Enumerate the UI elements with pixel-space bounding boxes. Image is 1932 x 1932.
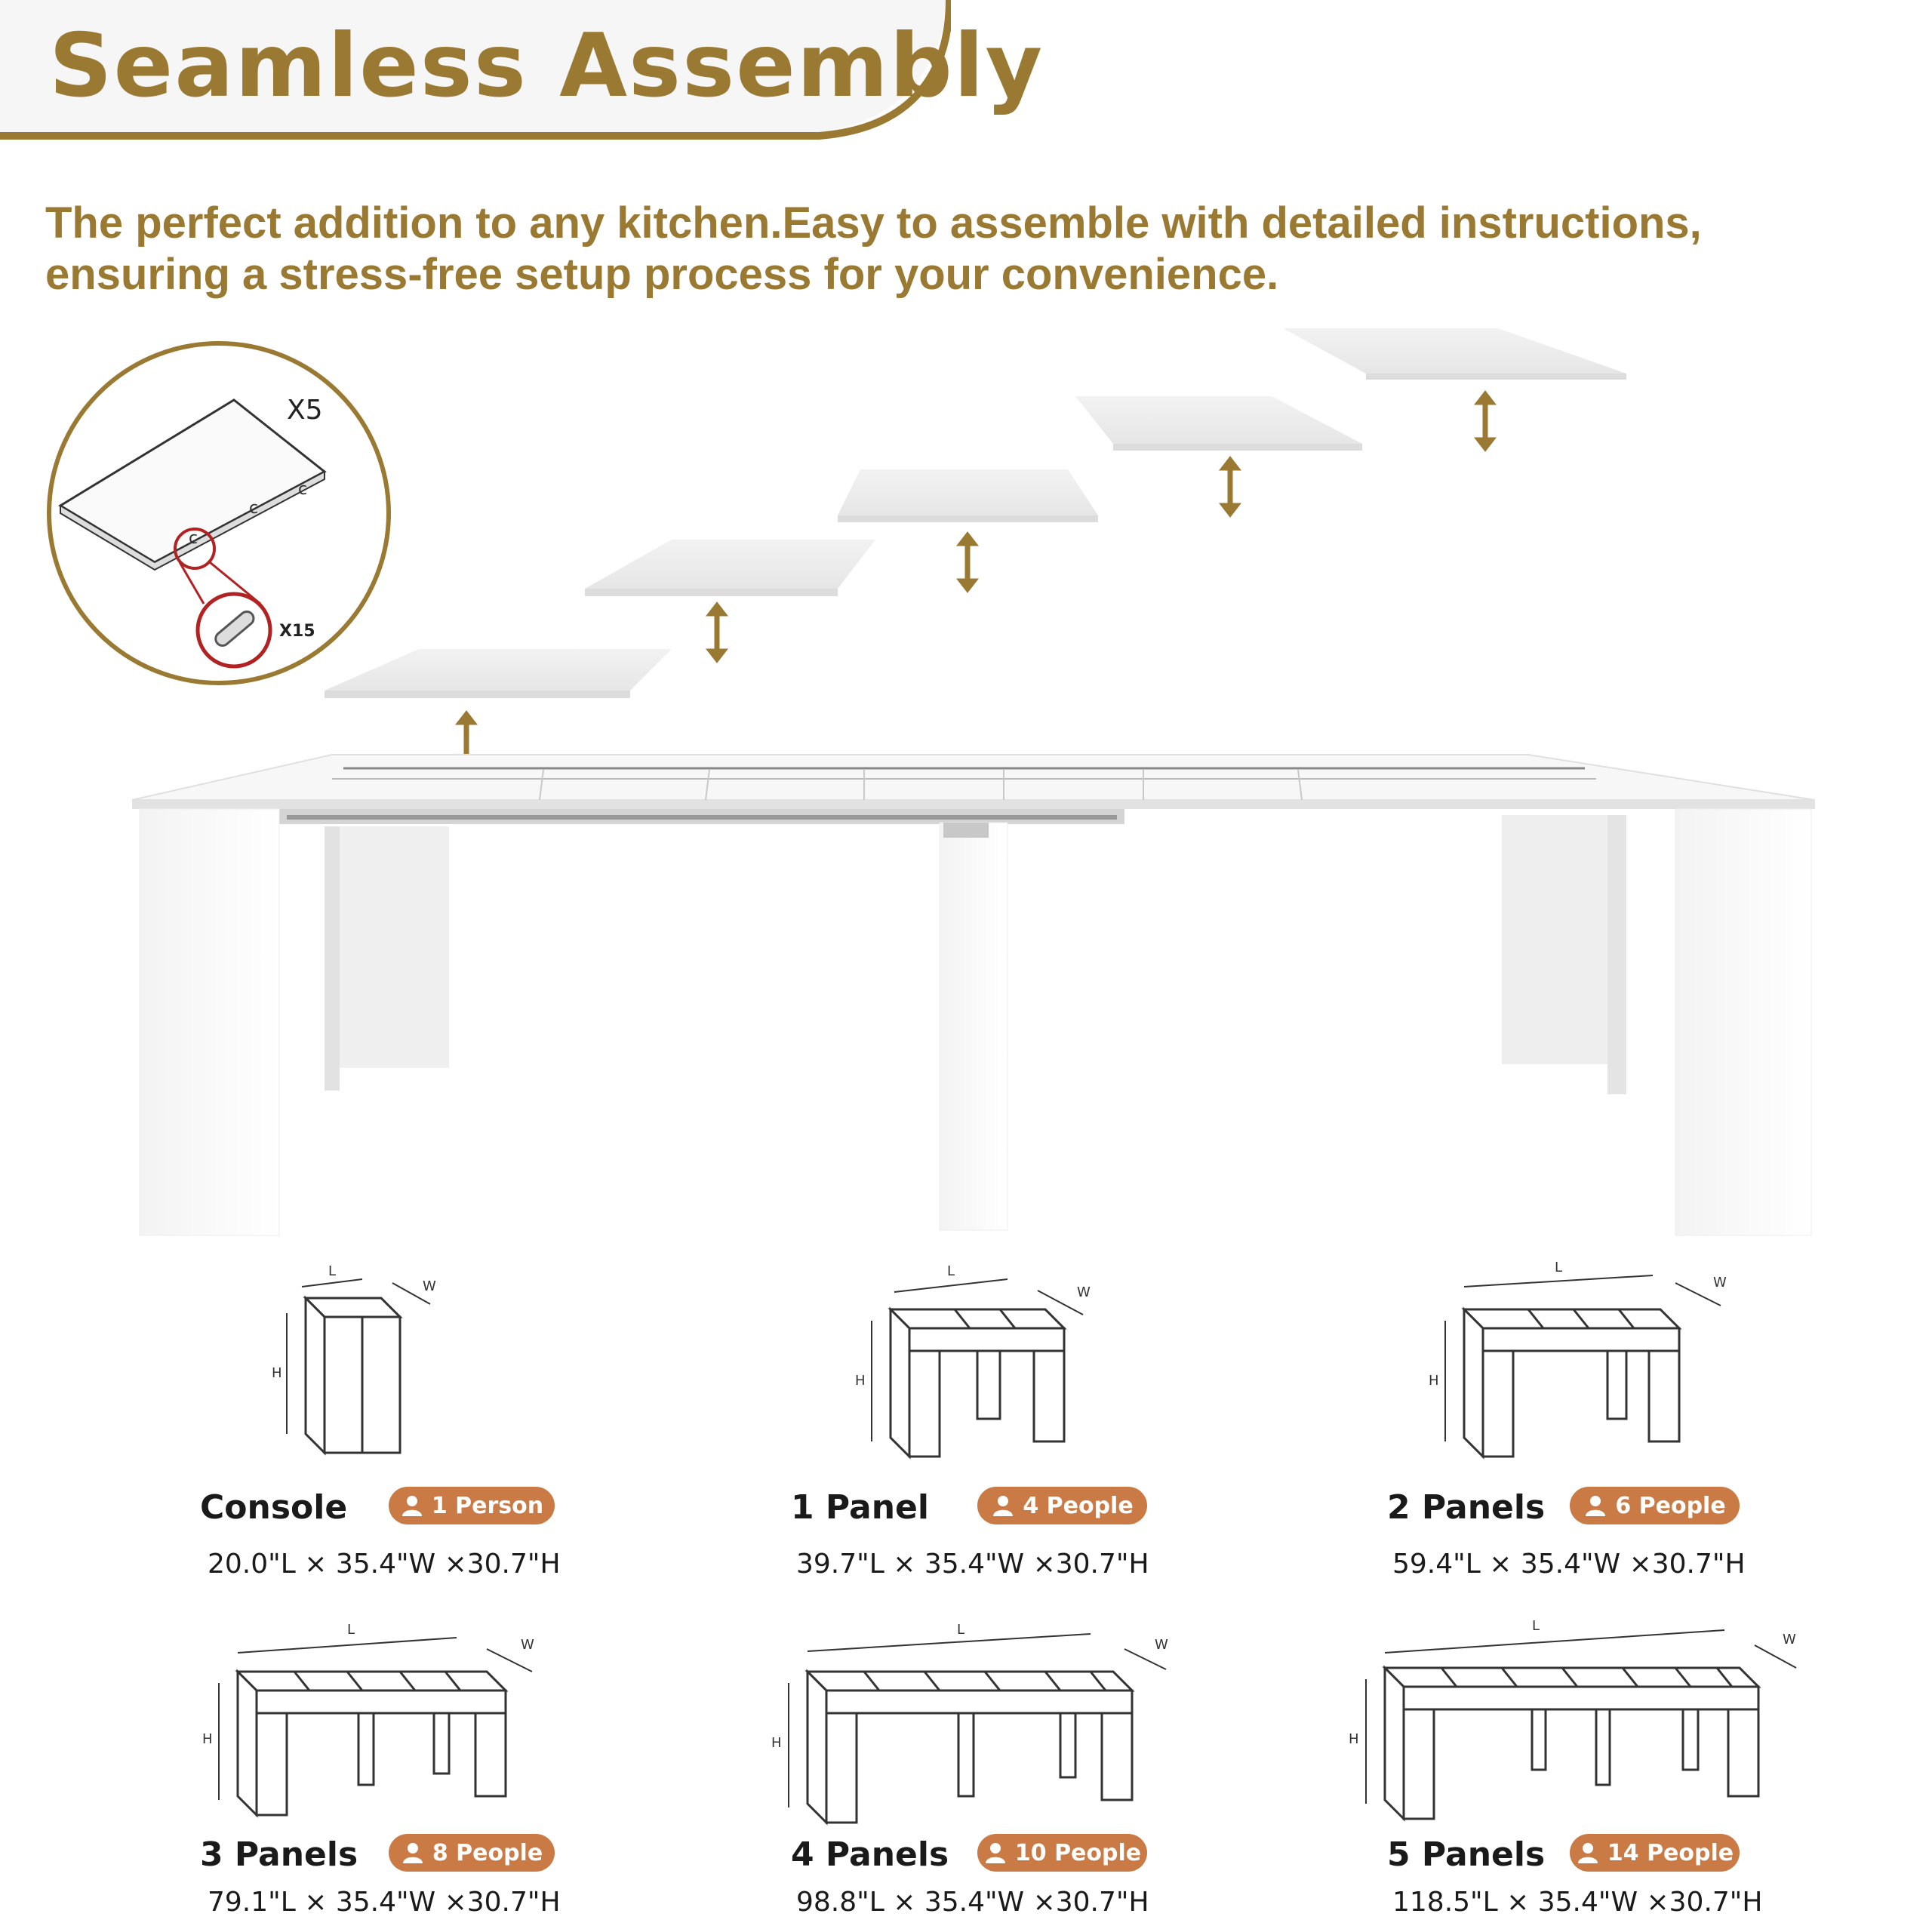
svg-text:L: L <box>947 1263 955 1279</box>
seats-badge: 10 People <box>977 1834 1147 1872</box>
pin-mark-label: c <box>249 499 259 518</box>
person-icon <box>400 1494 424 1518</box>
config-diagram-5-panels <box>1332 1600 1800 1826</box>
config-name: 1 Panel <box>791 1488 929 1527</box>
config-diagram-3-panels <box>189 1615 551 1826</box>
svg-text:H: H <box>855 1373 866 1389</box>
intro-text: The perfect addition to any kitchen.Easy to assemble with detailed instructions, ensuring a stress-free setup process for your convenience. <box>45 198 1702 299</box>
parts-callout <box>49 343 389 683</box>
svg-text:c: c <box>298 480 308 499</box>
config-dimensions: 79.1"L × 35.4"W ×30.7"H <box>208 1887 561 1918</box>
panel-4 <box>1075 396 1362 451</box>
svg-text:c: c <box>189 529 198 548</box>
config-dimensions: 98.8"L × 35.4"W ×30.7"H <box>796 1887 1149 1918</box>
person-icon <box>1583 1494 1607 1518</box>
svg-text:W: W <box>1155 1637 1168 1653</box>
floating-panels <box>325 328 1626 698</box>
person-icon <box>983 1841 1008 1865</box>
assembly-illustration <box>0 317 1932 1253</box>
seats-badge: 4 People <box>977 1487 1147 1524</box>
page-title: Seamless Assembly <box>49 15 1044 117</box>
panel-2 <box>585 540 875 596</box>
svg-text:H: H <box>202 1731 213 1747</box>
seats-badge: 8 People <box>389 1834 555 1872</box>
config-dimensions: 118.5"L × 35.4"W ×30.7"H <box>1392 1887 1763 1918</box>
config-dimensions: 20.0"L × 35.4"W ×30.7"H <box>208 1549 561 1580</box>
svg-text:H: H <box>771 1735 782 1751</box>
svg-text:L: L <box>957 1622 965 1638</box>
config-name: 4 Panels <box>791 1835 949 1874</box>
person-icon <box>991 1494 1015 1518</box>
panel-5 <box>1283 328 1626 380</box>
svg-text:H: H <box>1349 1731 1359 1747</box>
svg-text:W: W <box>423 1278 436 1294</box>
seats-badge: 14 People <box>1570 1834 1740 1872</box>
config-diagram-2-panels <box>1404 1253 1743 1464</box>
pin-count-label: X15 <box>279 622 315 641</box>
config-dimensions: 59.4"L × 35.4"W ×30.7"H <box>1392 1549 1746 1580</box>
person-icon <box>1576 1841 1600 1865</box>
svg-text:H: H <box>272 1365 282 1381</box>
svg-text:L: L <box>1532 1618 1540 1634</box>
panel-3 <box>838 469 1098 522</box>
svg-text:L: L <box>328 1263 337 1279</box>
panel-1 <box>325 649 672 698</box>
svg-text:W: W <box>521 1637 534 1653</box>
svg-text:W: W <box>1077 1284 1091 1300</box>
svg-text:H: H <box>1429 1373 1439 1389</box>
config-name: 2 Panels <box>1387 1488 1546 1527</box>
svg-text:W: W <box>1783 1632 1796 1647</box>
config-name: 5 Panels <box>1387 1835 1546 1874</box>
config-diagram-console <box>257 1253 468 1464</box>
svg-text:W: W <box>1713 1275 1727 1291</box>
config-name: 3 Panels <box>200 1835 358 1874</box>
extended-table <box>132 755 1815 1235</box>
config-dimensions: 39.7"L × 35.4"W ×30.7"H <box>796 1549 1149 1580</box>
seats-badge: 6 People <box>1570 1487 1740 1524</box>
svg-text:L: L <box>347 1622 355 1638</box>
panel-count-label: X5 <box>287 395 323 426</box>
config-diagram-4-panels <box>755 1615 1177 1834</box>
config-name: Console <box>200 1488 348 1527</box>
svg-text:L: L <box>1555 1260 1563 1275</box>
config-diagram-1-panel <box>834 1253 1106 1464</box>
seats-badge: 1 Person <box>389 1487 555 1524</box>
person-icon <box>401 1841 425 1865</box>
